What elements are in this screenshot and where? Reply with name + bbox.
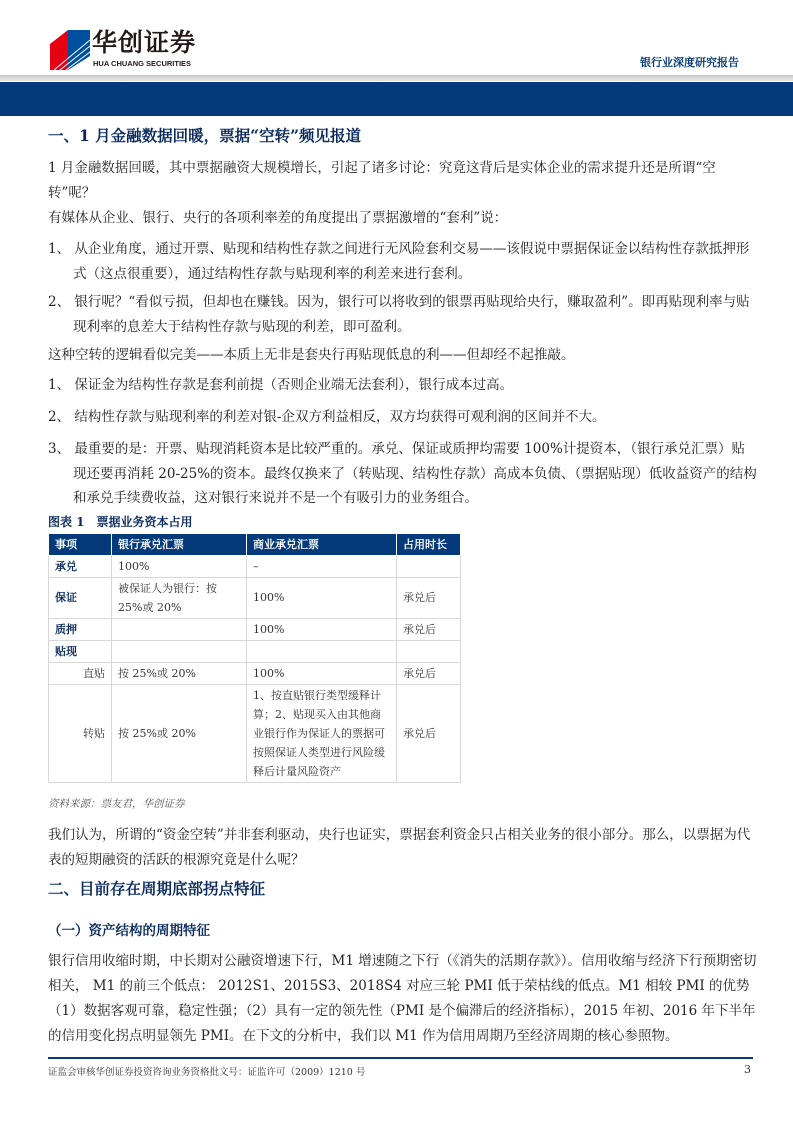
cell: 按 25%或 20% (112, 684, 247, 782)
logo-english-text: HUA CHUANG SECURITIES (93, 59, 192, 68)
table-row (49, 662, 461, 684)
header-divider (0, 75, 793, 81)
paragraph: 1 月金融数据回暖，其中票据融资大规模增长，引起了诸多讨论：究竟这背后是实体企业的需求提升还是所谓“空转”呢？ (48, 160, 716, 201)
cell: 100% (247, 662, 397, 684)
column-header: 占用时长 (397, 533, 461, 555)
table-caption: 图表 1 票据业务资本占用 (48, 514, 193, 529)
footer-divider (48, 1057, 753, 1059)
section-1-title: 一、1 月金融数据回暖，票据“空转”频见报道 (48, 126, 362, 145)
column-header: 事项 (49, 533, 112, 555)
table-source: 资料来源：票友君，华创证券 (48, 797, 185, 810)
cell: 承兑后 (397, 577, 461, 618)
table-row (49, 640, 461, 662)
list-item: 2、 结构性存款与贴现利率的利差对银-企双方利益相反，双方均获得可观利润的区间并不大。 (48, 409, 606, 425)
table-row (49, 618, 461, 640)
logo-text: 华创证券 (92, 28, 197, 57)
column-header: 商业承兑汇票 (247, 533, 397, 555)
list-item: 1、 从企业角度，通过开票、贴现和结构性存款之间进行无风险套利交易——该假说中票据保证金以结构性存款抵押形式（这点很重要），通过结构性存款与贴现利率的利差来进行套利。 (48, 241, 750, 282)
table-row (49, 555, 461, 577)
cell: 100% (112, 555, 247, 577)
paragraph: 有媒体从企业、银行、央行的各项利率差的角度提出了票据激增的“套利”说： (48, 210, 508, 226)
cell: 1、按直贴银行类型缓释计算；2、贴现买入由其他商业银行作为保证人的票据可按照保证人类型进行风险缓释后计量风险资产 (247, 684, 397, 782)
cell: 承兑 (49, 555, 112, 577)
cell: 保证 (49, 577, 112, 618)
report-type: 银行业深度研究报告 (640, 56, 739, 69)
table-row (49, 577, 461, 618)
paragraph: 这种空转的逻辑看似完美——本质上无非是套央行再贴现低息的利——但却经不起推敲。 (48, 347, 575, 363)
logo-mark-icon (50, 30, 90, 70)
header-band (0, 82, 793, 116)
cell: 承兑后 (397, 662, 461, 684)
cell: 承兑后 (397, 684, 461, 782)
list-item: 3、 最重要的是：开票、贴现消耗资本是比较严重的。承兑、保证或质押均需要 100%计提资本，（银行承兑汇票）贴现还要再消耗 20-25%的资本。最终仅换来了（转贴现、结构性存款）高成本负债、（票据贴现）低收益资产的结构和承兑手续费收益，这对银行来说并不是一个有吸引力的业务组合。 (48, 441, 757, 506)
cell: 按 25%或 20% (112, 662, 247, 684)
report-body (48, 126, 758, 1049)
cell: – (247, 555, 397, 577)
cell: 承兑后 (397, 618, 461, 640)
section-2-title: 二、目前存在周期底部拐点特征 (48, 878, 266, 898)
cell (112, 640, 247, 662)
page-number: 3 (744, 1063, 751, 1076)
table-header-row (49, 533, 461, 555)
paragraph: 银行信用收缩时期，中长期对公融资增速下行，M1 增速随之下行（《消失的活期存款》）。信用收缩与经济下行预期密切相关， M1 的前三个低点： 2012S1、2015S3、2018S4 对应三轮 PMI 低于荣枯线的低点。M1 相较 PMI 的优势（1）数据客观可靠，稳定性强；（2）具有一定的领先性（PMI 是个偏滞后的经济指标），2015 年初、2016 年下半年的信用变化拐点明显领先 PMI。在下文的分析中，我们以 M1 作为信用周期乃至经济周期的核心参照物。 (48, 952, 757, 1044)
cell (397, 555, 461, 577)
cell: 100% (247, 577, 397, 618)
footer-license: 证监会审核华创证券投资咨询业务资格批文号：证监许可（2009）1210 号 (48, 1067, 366, 1078)
paragraph: 我们认为，所谓的“资金空转”并非套利驱动，央行也证实，票据套利资金只占相关业务的很小部分。那么，以票据为代表的短期融资的活跃的根源究竟是什么呢？ (48, 826, 751, 868)
cell (112, 618, 247, 640)
cell: 100% (247, 618, 397, 640)
cell: 被保证人为银行：按 25%或 20% (112, 577, 247, 618)
capital-table (48, 533, 461, 783)
cell: 质押 (49, 618, 112, 640)
table-row (49, 684, 461, 782)
column-header: 银行承兑汇票 (112, 533, 247, 555)
subsection-title: （一）资产结构的周期特征 (48, 922, 210, 939)
list-item: 1、 保证金为结构性存款是套利前提（否则企业端无法套利），银行成本过高。 (48, 377, 514, 393)
list-item: 2、 银行呢？“看似亏损，但却也在赚钱。因为，银行可以将收到的银票再贴现给央行，赚取盈利”。即再贴现利率与贴现利率的息差大于结构性存款与贴现的利差，即可盈利。 (48, 294, 750, 335)
cell: 直贴 (49, 662, 112, 684)
cell (397, 640, 461, 662)
cell: 贴现 (49, 640, 112, 662)
cell: 转贴 (49, 684, 112, 782)
cell (247, 640, 397, 662)
